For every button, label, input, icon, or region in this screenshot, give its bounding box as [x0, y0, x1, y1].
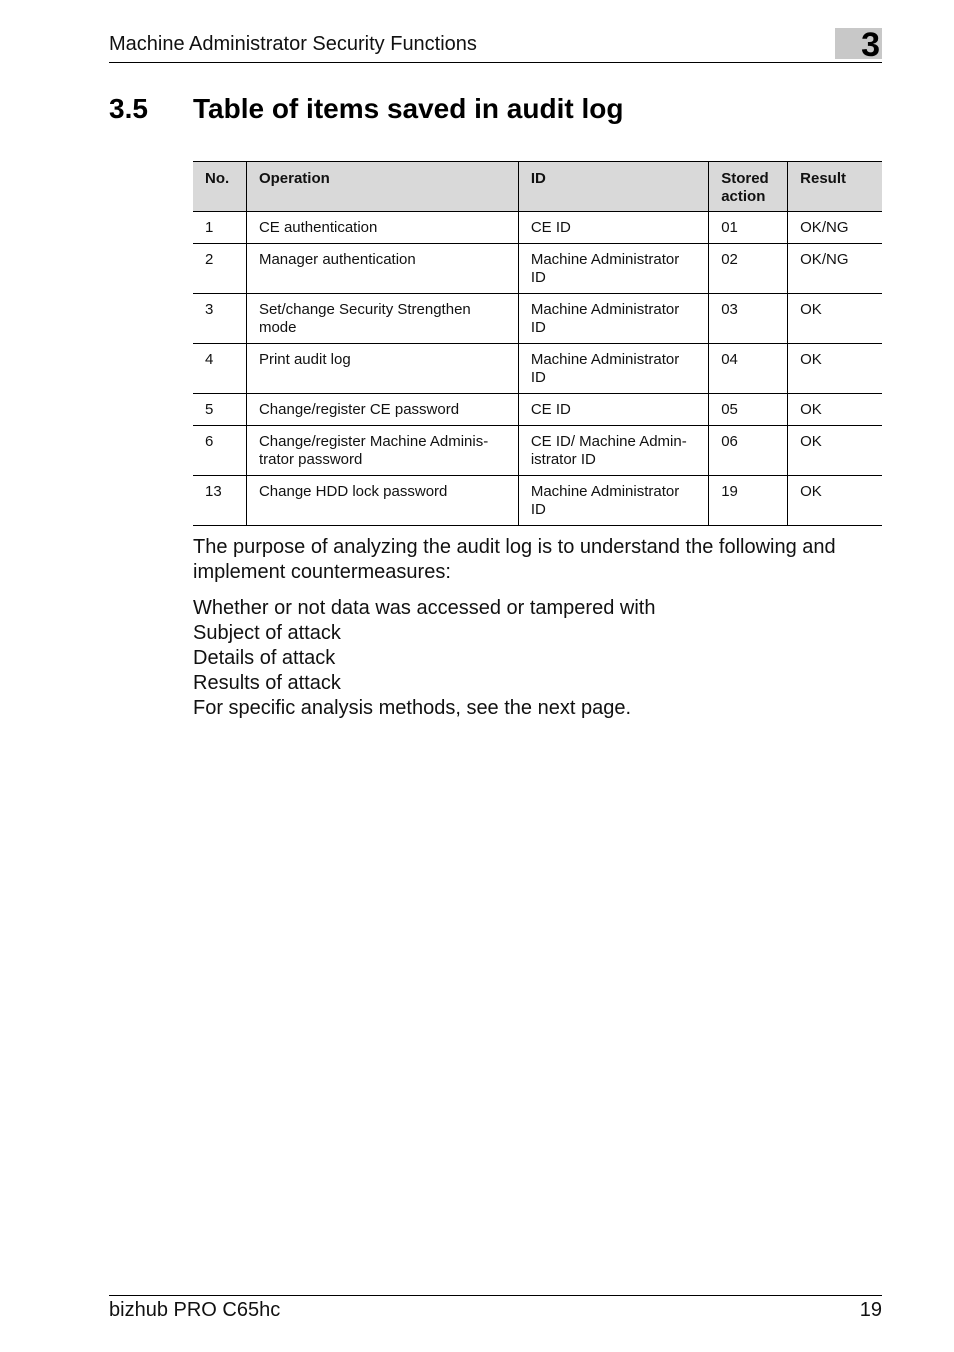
- cell-no: 4: [193, 344, 246, 394]
- cell-result: OK/NG: [788, 244, 882, 294]
- cell-id: Machine Administrator ID: [518, 244, 708, 294]
- table-row: [193, 344, 882, 394]
- column-header-id: ID: [518, 162, 708, 212]
- cell-no: 5: [193, 394, 246, 426]
- cell-stored-action: 02: [709, 244, 788, 294]
- cell-id: Machine Administrator ID: [518, 344, 708, 394]
- section-heading: [109, 93, 623, 125]
- table-row: [193, 212, 882, 244]
- table-row: [193, 476, 882, 526]
- column-header-stored-action: Stored action: [709, 162, 788, 212]
- page-number: 19: [859, 1299, 882, 1321]
- list-item: Details of attack: [193, 647, 336, 669]
- chapter-tab: [835, 26, 882, 64]
- cell-result: OK: [788, 294, 882, 344]
- cell-operation: Manager authentication: [246, 244, 518, 294]
- cell-id: CE ID: [518, 394, 708, 426]
- chapter-number: 3: [861, 26, 880, 64]
- cell-result: OK: [788, 426, 882, 476]
- cell-result: OK: [788, 344, 882, 394]
- cell-no: 6: [193, 426, 246, 476]
- column-header-result: Result: [788, 162, 882, 212]
- cell-result: OK: [788, 394, 882, 426]
- cell-operation: CE authentication: [246, 212, 518, 244]
- cell-no: 3: [193, 294, 246, 344]
- cell-result: OK: [788, 476, 882, 526]
- column-header-operation: Operation: [246, 162, 518, 212]
- column-header-no: No.: [193, 162, 246, 212]
- cell-id: CE ID: [518, 212, 708, 244]
- section-title: Table of items saved in audit log: [193, 93, 624, 124]
- cell-no: 1: [193, 212, 246, 244]
- cell-stored-action: 06: [709, 426, 788, 476]
- cell-id: CE ID/ Machine Admin-istrator ID: [518, 426, 708, 476]
- cell-no: 13: [193, 476, 246, 526]
- audit-log-table: [193, 161, 882, 526]
- table-row: [193, 426, 882, 476]
- table-row: [193, 394, 882, 426]
- cell-stored-action: 01: [709, 212, 788, 244]
- cell-operation: Change/register Machine Adminis-trator password: [246, 426, 518, 476]
- section-number: 3.5: [109, 93, 148, 124]
- list-item: Results of attack: [193, 672, 341, 694]
- cell-id: Machine Administrator ID: [518, 476, 708, 526]
- cell-operation: Print audit log: [246, 344, 518, 394]
- cell-operation: Set/change Security Strengthen mode: [246, 294, 518, 344]
- page-header: [109, 26, 882, 64]
- list-item: Whether or not data was accessed or tampered with: [193, 597, 656, 619]
- cell-stored-action: 05: [709, 394, 788, 426]
- page-footer: [109, 1295, 882, 1321]
- table-row: [193, 244, 882, 294]
- header-title: Machine Administrator Security Functions: [109, 33, 477, 55]
- intro-paragraph: The purpose of analyzing the audit log is to understand the following and implement countermeasures:: [193, 536, 836, 583]
- cell-stored-action: 03: [709, 294, 788, 344]
- cell-result: OK/NG: [788, 212, 882, 244]
- cell-operation: Change HDD lock password: [246, 476, 518, 526]
- cell-stored-action: 19: [709, 476, 788, 526]
- table-row: [193, 294, 882, 344]
- footer-product-name: bizhub PRO C65hc: [109, 1299, 281, 1321]
- list-item: Subject of attack: [193, 622, 341, 644]
- cell-stored-action: 04: [709, 344, 788, 394]
- list-item: For specific analysis methods, see the next page.: [193, 697, 632, 719]
- analysis-points-list: [193, 596, 882, 721]
- cell-id: Machine Administrator ID: [518, 294, 708, 344]
- table-header-row: [193, 162, 882, 212]
- cell-operation: Change/register CE password: [246, 394, 518, 426]
- cell-no: 2: [193, 244, 246, 294]
